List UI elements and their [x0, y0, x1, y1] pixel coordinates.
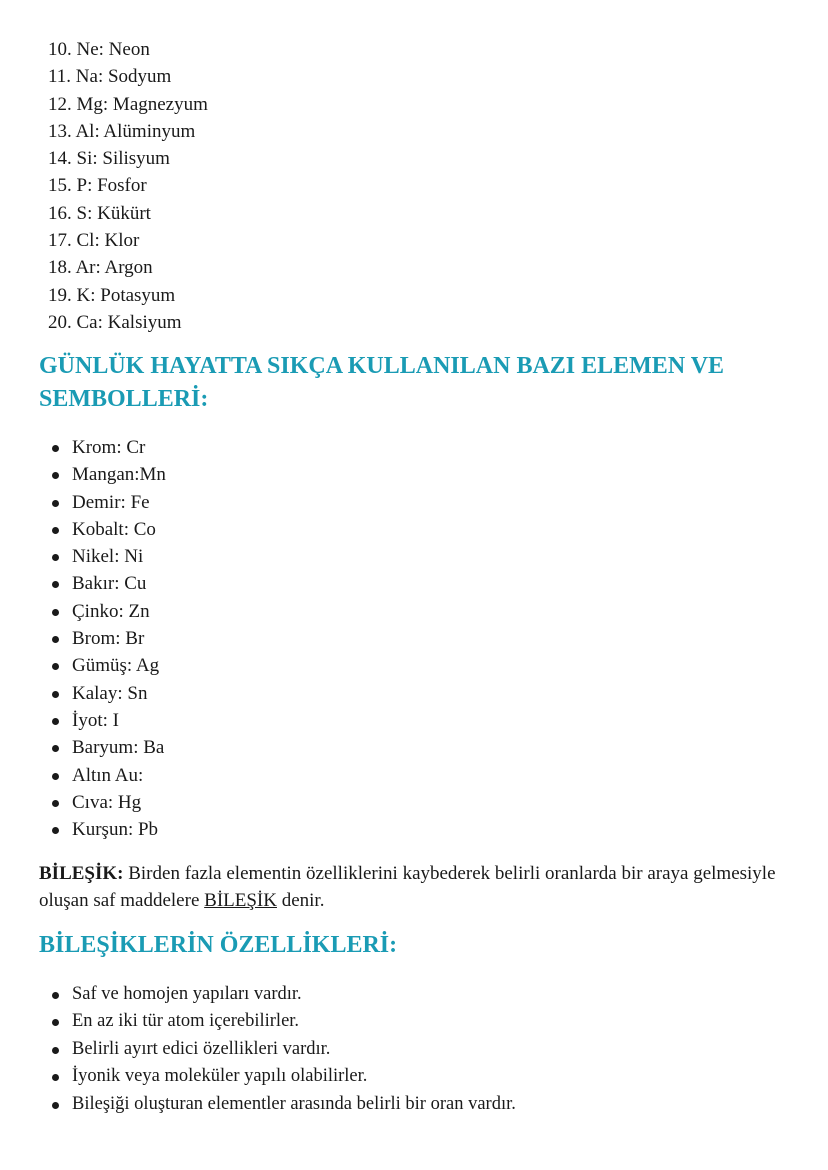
- list-item-text: Bileşiği oluşturan elementler arasında belirli bir oran vardır.: [72, 1093, 516, 1114]
- bullet-icon: [52, 1102, 59, 1109]
- list-item: [40, 461, 166, 488]
- list-item: [40, 625, 166, 652]
- list-item-text: Demir: Fe: [72, 491, 150, 513]
- section-heading-compound-properties: BİLEŞİKLERİN ÖZELLİKLERİ:: [39, 932, 398, 958]
- list-item: 16. S: Kükürt: [48, 202, 151, 224]
- section-heading-common-elements: GÜNLÜK HAYATTA SIKÇA KULLANILAN BAZI ELEMEN VE SEMBOLLERİ:: [39, 353, 725, 412]
- list-item-text: Baryum: Ba: [72, 737, 165, 759]
- bullet-icon: [52, 500, 59, 507]
- list-item-text: En az iki tür atom içerebilirler.: [72, 1011, 300, 1032]
- list-item: [40, 1008, 516, 1035]
- list-item: [40, 707, 166, 734]
- bullet-icon: [52, 691, 59, 698]
- list-item: 19. K: Potasyum: [48, 284, 176, 306]
- bullet-icon: [52, 581, 59, 588]
- bullet-icon: [52, 1047, 59, 1054]
- list-item-text: Krom: Cr: [72, 437, 146, 458]
- list-item-text: İyonik veya moleküler yapılı olabilirler.: [72, 1066, 368, 1087]
- list-item-text: Çinko: Zn: [72, 600, 150, 622]
- list-item: 18. Ar: Argon: [48, 257, 153, 279]
- list-item: [40, 516, 166, 543]
- list-item: [40, 1036, 516, 1063]
- definition-text-end: denir.: [276, 890, 325, 911]
- element-numbered-list: [48, 36, 208, 336]
- list-item-text: Belirli ayırt edici özellikleri vardır.: [72, 1038, 331, 1059]
- bullet-icon: [52, 472, 59, 479]
- list-item: 12. Mg: Magnezyum: [48, 93, 208, 115]
- bullet-icon: [52, 773, 59, 780]
- list-item-text: Kobalt: Co: [72, 518, 156, 540]
- list-item-text: Gümüş: Ag: [72, 655, 160, 677]
- bullet-icon: [52, 609, 59, 616]
- common-elements-bullet-list: [40, 434, 166, 843]
- list-item: [40, 570, 166, 597]
- list-item: [40, 734, 166, 761]
- list-item: [40, 762, 166, 789]
- list-item: 14. Si: Silisyum: [48, 148, 170, 170]
- bullet-icon: [52, 527, 59, 534]
- bullet-icon: [52, 800, 59, 807]
- bullet-icon: [52, 827, 59, 834]
- definition-term: BİLEŞİK:: [39, 863, 124, 884]
- bullet-icon: [52, 554, 59, 561]
- bullet-icon: [52, 718, 59, 725]
- list-item-text: Bakır: Cu: [72, 573, 147, 595]
- bullet-icon: [52, 636, 59, 643]
- list-item: 11. Na: Sodyum: [48, 66, 172, 88]
- list-item: [40, 434, 166, 461]
- list-item: [40, 789, 166, 816]
- list-item: [40, 816, 166, 843]
- compound-definition: [39, 860, 799, 914]
- list-item-text: Altın Au:: [72, 764, 144, 786]
- list-item: 20. Ca: Kalsiyum: [48, 311, 182, 333]
- bullet-icon: [52, 745, 59, 752]
- list-item: 13. Al: Alüminyum: [48, 120, 196, 142]
- list-item-text: Kalay: Sn: [72, 682, 148, 704]
- list-item: [40, 489, 166, 516]
- list-item-text: Mangan:Mn: [72, 464, 166, 486]
- bullet-icon: [52, 445, 59, 452]
- list-item: [40, 598, 166, 625]
- list-item: 10. Ne: Neon: [48, 39, 150, 60]
- list-item: 15. P: Fosfor: [48, 175, 147, 197]
- list-item-text: Nikel: Ni: [72, 546, 144, 568]
- list-item-text: Saf ve homojen yapıları vardır.: [72, 984, 302, 1004]
- list-item-text: İyot: I: [72, 709, 119, 731]
- compound-properties-bullet-list: [40, 981, 516, 1118]
- list-item-text: Brom: Br: [72, 628, 145, 650]
- list-item: [40, 652, 166, 679]
- list-item: 17. Cl: Klor: [48, 230, 140, 252]
- list-item: [40, 543, 166, 570]
- bullet-icon: [52, 1074, 59, 1081]
- definition-text: Birden fazla elementin özelliklerini kaybederek belirli oranlarda bir araya gelmesiyle oluşan saf maddelere: [39, 863, 776, 911]
- list-item: [40, 1063, 516, 1090]
- bullet-icon: [52, 663, 59, 670]
- list-item: [40, 680, 166, 707]
- definition-underlined-term: BİLEŞİK: [204, 890, 277, 911]
- bullet-icon: [52, 1019, 59, 1026]
- list-item: [40, 981, 516, 1008]
- list-item-text: Cıva: Hg: [72, 791, 142, 813]
- bullet-icon: [52, 992, 59, 999]
- list-item: [40, 1091, 516, 1118]
- list-item-text: Kurşun: Pb: [72, 819, 159, 841]
